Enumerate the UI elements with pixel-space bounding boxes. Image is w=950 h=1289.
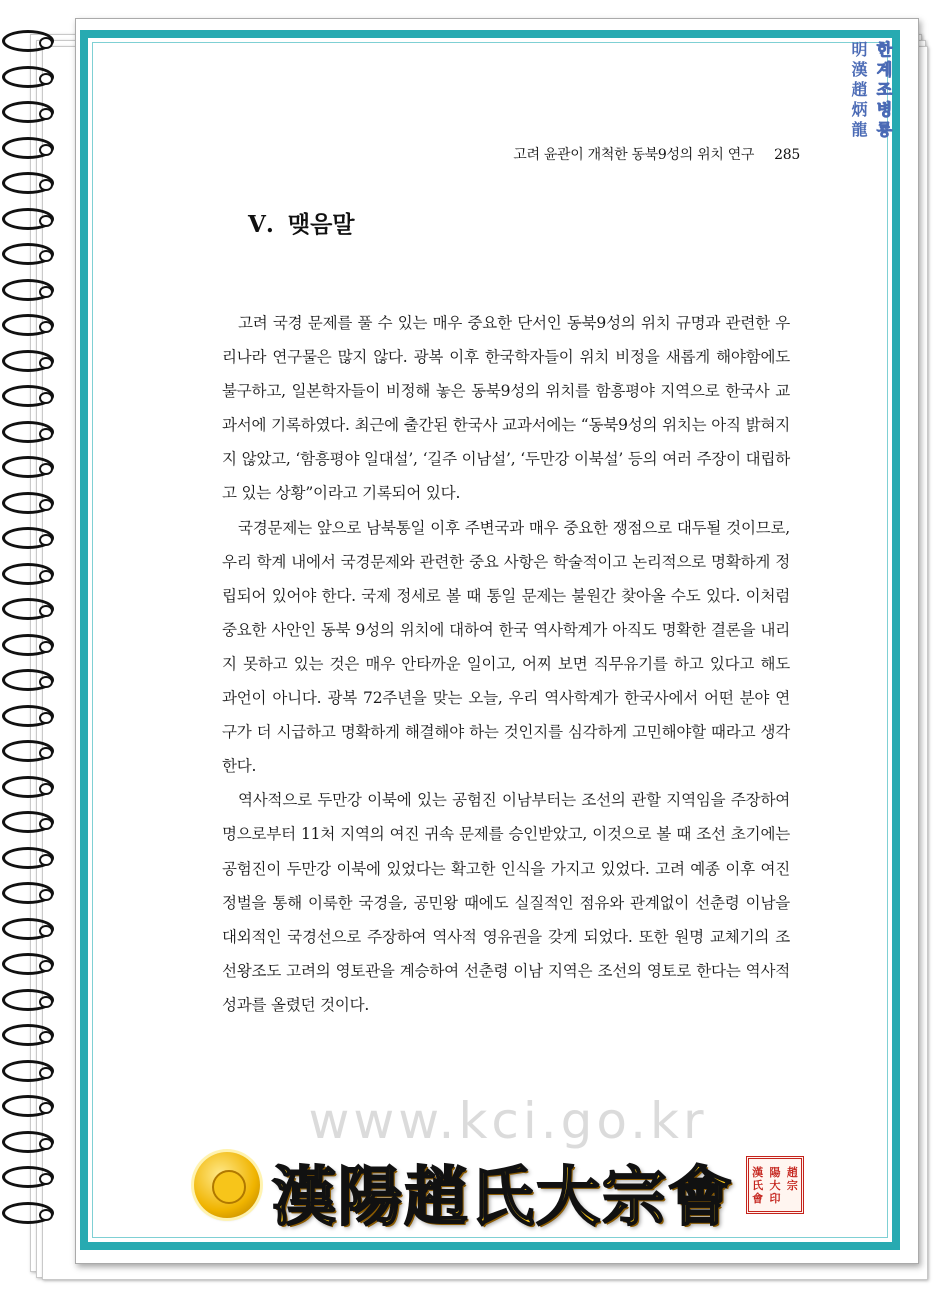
stamp-character: 한 — [876, 40, 893, 59]
spiral-ring — [2, 208, 54, 230]
section-title: 맺음말 — [287, 211, 355, 238]
spiral-ring — [2, 740, 54, 762]
spiral-ring — [2, 314, 54, 336]
spiral-ring — [2, 421, 54, 443]
spiral-ring — [2, 918, 54, 940]
running-header-title: 고려 윤관이 개척한 동북9성의 위치 연구 — [513, 147, 755, 163]
spiral-ring — [2, 1131, 54, 1153]
paragraph: 역사적으로 두만강 이북에 있는 공험진 이남부터는 조선의 관할 지역임을 주장하여 명으로부터 11처 지역의 여진 귀속 문제를 승인받았고, 이것으로 볼 때 조선 초기에는 공험진이 두만강 이북에 있었다는 확고한 인식을 가지고 있었다. 고려 예종 이후 여진정벌을 통해 이룩한 국경을, 공민왕 때에도 실질적인 점유와 관계없이 선춘령 이남을 대외적인 국경선으로 주장하여 역사적 영유권을 갖게 되었다. 또한 원명 교체기의 조선왕조도 고려의 영토관을 계승하여 선춘령 이남 지역은 조선의 영토로 한다는 역사적 성과를 올렸던 것이다. — [222, 791, 790, 1014]
stamp-character: 漢 — [851, 60, 868, 79]
paragraph: 고려 국경 문제를 풀 수 있는 매우 중요한 단서인 동북9성의 위치 규명과 관련한 우리나라 연구물은 많지 않다. 광복 이후 한국학자들이 위치 비정을 새롭게 해야함에도 불구하고, 일본학자들이 비정해 놓은 동북9성의 위치를 함흥평야 지역으로 한국사 교과서에 기록하였다. 최근에 출간된 한국사 교과서에는 “동북9성의 위치는 아직 밝혀지지 않았고, ‘함흥평야 일대설’, ‘길주 이남설’, ‘두만강 이북설’ 등의 여러 주장이 대립하고 있는 상황”이라고 기록되어 있다. — [222, 314, 790, 503]
spiral-ring — [2, 101, 54, 123]
spiral-ring — [2, 137, 54, 159]
spiral-ring — [2, 563, 54, 585]
spiral-ring — [2, 243, 54, 265]
section-heading — [248, 206, 355, 239]
spiral-ring — [2, 279, 54, 301]
stamp-character: 氏 — [752, 1178, 764, 1192]
section-number: Ⅴ. — [248, 211, 274, 238]
spiral-ring — [2, 350, 54, 372]
paragraph: 국경문제는 앞으로 남북통일 이후 주변국과 매우 중요한 쟁점으로 대두될 것이므로, 우리 학계 내에서 국경문제와 관련한 중요 사항은 학술적이고 논리적으로 명확하게 정립되어 있어야 한다. 국제 정세로 볼 때 통일 문제는 불원간 찾아올 수도 있다. 이처럼 중요한 사안인 동북 9성의 위치에 대하여 한국 역사학계가 아직도 명확한 결론을 내리지 못하고 있는 것은 매우 안타까운 일이고, 어찌 보면 직무유기를 하고 있다고 해도 과언이 아니다. 광복 72주년을 맞는 오늘, 우리 역사학계가 한국사에서 어떤 분야 연구가 더 시급하고 명확하게 해결해야 하는 것인지를 심각하게 고민해야할 때라고 생각한다. — [222, 518, 790, 776]
spiral-ring — [2, 1024, 54, 1046]
spiral-ring — [2, 953, 54, 975]
stamp-character: 병 — [876, 100, 893, 119]
body-text — [222, 306, 790, 1022]
stamp-character: 印 — [769, 1191, 781, 1205]
spiral-ring — [2, 847, 54, 869]
spiral-ring — [2, 1202, 54, 1224]
stamp-character: 會 — [752, 1191, 764, 1205]
stamp-character: 宗 — [786, 1178, 798, 1192]
stamp-character: 炳 — [851, 100, 868, 119]
spiral-ring — [2, 385, 54, 407]
stamp-character: 룡 — [876, 120, 893, 139]
spiral-ring — [2, 456, 54, 478]
stamp-character: 明 — [851, 40, 868, 59]
stamp-character: 趙 — [786, 1165, 798, 1179]
running-header — [440, 144, 800, 164]
side-stamp-hanja — [847, 40, 872, 140]
stamp-character: 龍 — [851, 120, 868, 139]
stamp-character: 漢 — [752, 1165, 764, 1179]
page-number: 285 — [774, 147, 800, 163]
watermark: www.kci.go.kr — [308, 1092, 708, 1150]
stamp-character: 趙 — [851, 80, 868, 99]
side-stamp — [847, 40, 897, 139]
clan-emblem-icon — [194, 1152, 260, 1218]
clan-banner-title: 漢陽趙氏大宗會 — [272, 1160, 734, 1235]
spiral-ring — [2, 598, 54, 620]
spiral-ring — [2, 30, 54, 52]
stamp-character: 陽 — [769, 1165, 781, 1179]
spiral-ring — [2, 172, 54, 194]
spiral-ring — [2, 811, 54, 833]
spiral-ring — [2, 669, 54, 691]
spiral-ring — [2, 527, 54, 549]
side-stamp-hangul — [872, 40, 897, 140]
red-seal-stamp — [746, 1156, 804, 1214]
spiral-ring — [2, 776, 54, 798]
spiral-ring — [2, 492, 54, 514]
spiral-ring — [2, 1166, 54, 1188]
spiral-ring — [2, 1060, 54, 1082]
clan-banner — [190, 1140, 810, 1240]
spiral-ring — [2, 1095, 54, 1117]
stamp-character: 조 — [876, 80, 893, 99]
spiral-ring — [2, 882, 54, 904]
stamp-character: 계 — [876, 60, 893, 79]
spiral-ring — [2, 989, 54, 1011]
spiral-binding — [0, 30, 70, 1250]
stamp-character: 大 — [769, 1178, 781, 1192]
spiral-ring — [2, 634, 54, 656]
spiral-ring — [2, 705, 54, 727]
spiral-ring — [2, 66, 54, 88]
